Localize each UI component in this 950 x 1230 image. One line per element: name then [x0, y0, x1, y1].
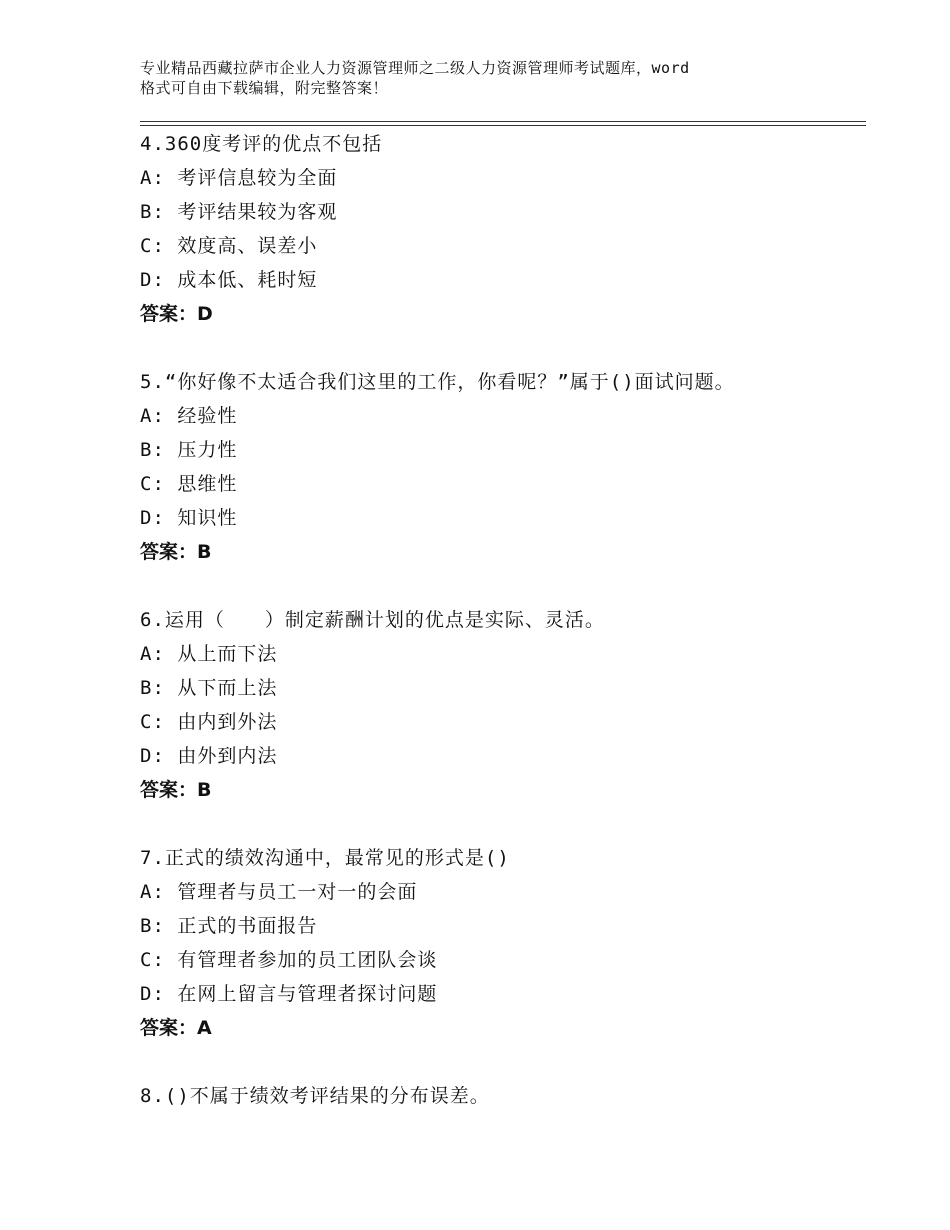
option-b: B: 考评结果较为客观 [140, 201, 338, 223]
header-divider-thick [140, 121, 866, 122]
option-b: B: 从下而上法 [140, 677, 278, 699]
question-stem: 7.正式的绩效沟通中，最常见的形式是() [140, 847, 510, 869]
header-divider-thin [140, 125, 866, 126]
option-c: C: 由内到外法 [140, 711, 278, 733]
question-7 [140, 841, 866, 1045]
question-stem: 8.()不属于绩效考评结果的分布误差。 [140, 1085, 490, 1107]
option-c: C: 效度高、误差小 [140, 235, 318, 257]
answer-label: 答案：B [140, 779, 212, 801]
question-8 [140, 1079, 866, 1113]
answer-label: 答案：A [140, 1017, 212, 1039]
header-title-line-2: 格式可自由下载编辑，附完整答案！ [140, 79, 389, 97]
option-d: D: 在网上留言与管理者探讨问题 [140, 983, 438, 1005]
header-title-line-1: 专业精品西藏拉萨市企业人力资源管理师之二级人力资源管理师考试题库，word [140, 59, 690, 77]
option-b: B: 压力性 [140, 439, 238, 461]
question-stem: 6.运用（ ）制定薪酬计划的优点是实际、灵活。 [140, 609, 605, 631]
option-a: A: 从上而下法 [140, 643, 278, 665]
question-4 [140, 127, 866, 331]
option-a: A: 考评信息较为全面 [140, 167, 338, 189]
question-stem: 4.360度考评的优点不包括 [140, 133, 383, 155]
option-a: A: 管理者与员工一对一的会面 [140, 881, 418, 903]
option-c: C: 思维性 [140, 473, 238, 495]
option-a: A: 经验性 [140, 405, 238, 427]
option-d: D: 由外到内法 [140, 745, 278, 767]
option-b: B: 正式的书面报告 [140, 915, 318, 937]
answer-label: 答案：D [140, 303, 213, 325]
option-c: C: 有管理者参加的员工团队会谈 [140, 949, 438, 971]
option-d: D: 知识性 [140, 507, 238, 529]
question-stem: 5.“你好像不太适合我们这里的工作，你看呢？”属于()面试问题。 [140, 371, 735, 393]
question-6 [140, 603, 866, 807]
option-d: D: 成本低、耗时短 [140, 269, 318, 291]
answer-label: 答案：B [140, 541, 212, 563]
question-list [140, 127, 866, 1147]
document-header [140, 58, 840, 98]
question-5 [140, 365, 866, 569]
